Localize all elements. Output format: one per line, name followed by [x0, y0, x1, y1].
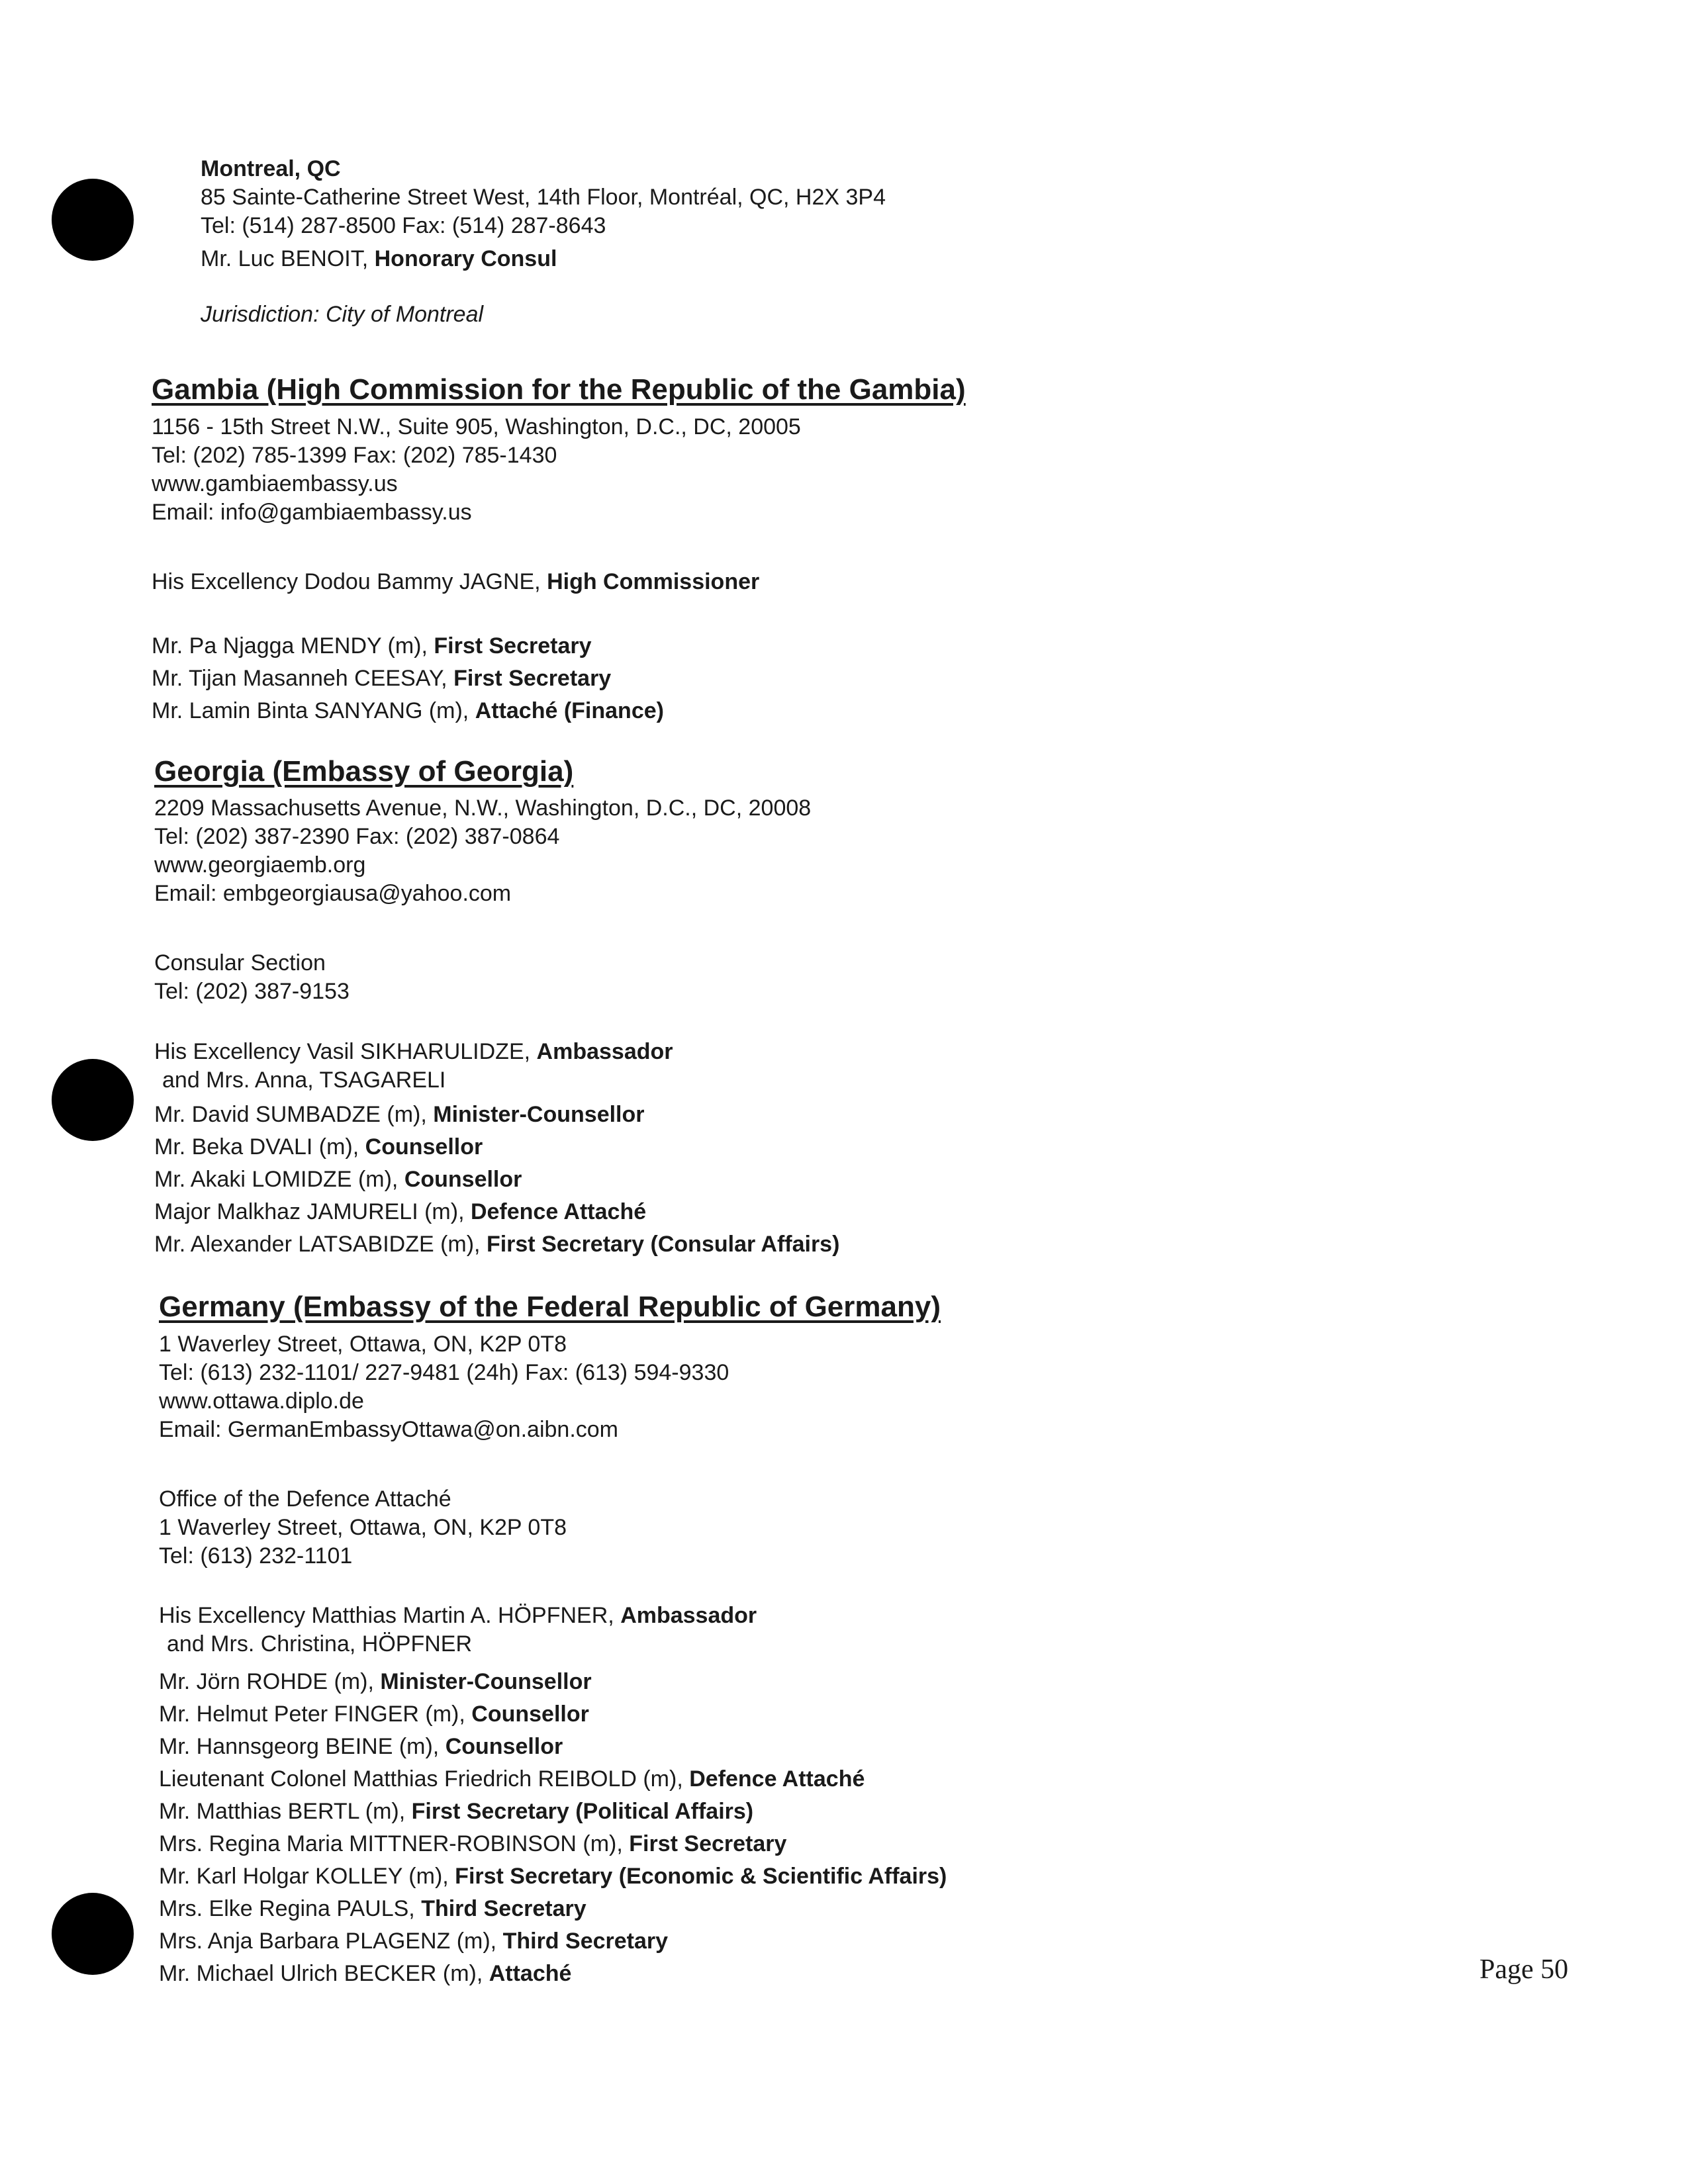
- montreal-title: Montreal, QC: [201, 156, 341, 181]
- germany-email: Email: GermanEmbassyOttawa@on.aibn.com: [159, 1417, 618, 1442]
- head-name: His Excellency Matthias Martin A. HÖPFNER,: [159, 1603, 621, 1628]
- staff-name: Mr. Karl Holgar KOLLEY (m),: [159, 1864, 455, 1889]
- staff-title: Third Secretary: [502, 1929, 669, 1954]
- montreal-address: 85 Sainte-Catherine Street West, 14th Floor, Montréal, QC, H2X 3P4: [201, 185, 886, 210]
- montreal-contact: [201, 240, 886, 278]
- consular-section-phone: Tel: (202) 387-9153: [154, 979, 350, 1004]
- germany-heading: Germany (Embassy of the Federal Republic of Germany): [159, 1291, 941, 1323]
- staff-title: First Secretary (Political Affairs): [411, 1799, 754, 1824]
- head-spouse: and Mrs. Anna, TSAGARELI: [162, 1068, 446, 1093]
- staff-title: Third Secretary: [421, 1896, 586, 1921]
- staff-title: First Secretary: [434, 633, 592, 659]
- montreal-consulate-block: [201, 155, 886, 329]
- gambia-address: 1156 - 15th Street N.W., Suite 905, Washington, D.C., DC, 20005: [152, 414, 801, 439]
- gambia-email: Email: info@gambiaembassy.us: [152, 500, 472, 525]
- staff-row: [152, 697, 664, 729]
- montreal-jurisdiction: Jurisdiction: City of Montreal: [201, 302, 484, 327]
- defence-office-address: 1 Waverley Street, Ottawa, ON, K2P 0T8: [159, 1515, 567, 1540]
- staff-row: [154, 1198, 839, 1230]
- gambia-website: www.gambiaembassy.us: [152, 471, 398, 496]
- contact-name: Mr. Luc BENOIT,: [201, 246, 375, 271]
- germany-address: 1 Waverley Street, Ottawa, ON, K2P 0T8: [159, 1332, 567, 1357]
- staff-row: [154, 1230, 839, 1263]
- head-name: His Excellency Vasil SIKHARULIDZE,: [154, 1039, 537, 1064]
- staff-row: [159, 1797, 947, 1830]
- gambia-staff-list: [152, 632, 664, 729]
- staff-title: Minister-Counsellor: [433, 1102, 645, 1127]
- staff-title: First Secretary (Consular Affairs): [486, 1232, 840, 1257]
- georgia-staff-list: [154, 1101, 839, 1263]
- staff-name: Lieutenant Colonel Matthias Friedrich REIBOLD (m),: [159, 1766, 690, 1792]
- staff-name: Mr. Akaki LOMIDZE (m),: [154, 1167, 404, 1192]
- staff-title: First Secretary: [453, 666, 612, 691]
- montreal-phone: Tel: (514) 287-8500 Fax: (514) 287-8643: [201, 213, 606, 238]
- staff-name: Mrs. Elke Regina PAULS,: [159, 1896, 422, 1921]
- staff-row: [152, 664, 664, 697]
- staff-title: Defence Attaché: [470, 1199, 647, 1224]
- germany-head-of-mission: [159, 1602, 757, 1659]
- staff-row: [154, 1165, 839, 1198]
- contact-title: Honorary Consul: [374, 246, 557, 271]
- gambia-contact-block: [152, 413, 801, 527]
- staff-name: Mr. David SUMBADZE (m),: [154, 1102, 434, 1127]
- head-spouse: and Mrs. Christina, HÖPFNER: [167, 1631, 472, 1657]
- georgia-heading: Georgia (Embassy of Georgia): [154, 755, 574, 788]
- gambia-head-of-mission: [152, 568, 759, 596]
- georgia-website: www.georgiaemb.org: [154, 852, 366, 878]
- staff-title: Counsellor: [471, 1702, 589, 1727]
- staff-row: [159, 1895, 947, 1927]
- punch-hole: [52, 179, 134, 261]
- staff-title: Attaché: [489, 1961, 572, 1986]
- page-number: Page 50: [1479, 1954, 1569, 1985]
- staff-title: Counsellor: [365, 1134, 483, 1160]
- staff-title: Defence Attaché: [689, 1766, 865, 1792]
- germany-website: www.ottawa.diplo.de: [159, 1388, 364, 1414]
- staff-title: First Secretary (Economic & Scientific Affairs): [455, 1864, 947, 1889]
- staff-title: Counsellor: [404, 1167, 522, 1192]
- defence-office-phone: Tel: (613) 232-1101: [159, 1543, 353, 1569]
- staff-row: [154, 1133, 839, 1165]
- staff-row: [159, 1668, 947, 1700]
- germany-phone: Tel: (613) 232-1101/ 227-9481 (24h) Fax: (613) 594-9330: [159, 1360, 729, 1385]
- staff-row: [159, 1765, 947, 1797]
- consular-section-title: Consular Section: [154, 950, 326, 976]
- staff-name: Mr. Pa Njagga MENDY (m),: [152, 633, 434, 659]
- staff-row: [159, 1862, 947, 1895]
- staff-name: Mr. Michael Ulrich BECKER (m),: [159, 1961, 489, 1986]
- staff-row: [159, 1733, 947, 1765]
- staff-row: [159, 1960, 947, 1992]
- georgia-consular-section: [154, 949, 350, 1006]
- head-title: Ambassador: [620, 1603, 757, 1628]
- georgia-contact-block: [154, 794, 811, 908]
- staff-row: [159, 1927, 947, 1960]
- staff-name: Mr. Helmut Peter FINGER (m),: [159, 1702, 472, 1727]
- punch-hole: [52, 1893, 134, 1975]
- staff-name: Major Malkhaz JAMURELI (m),: [154, 1199, 471, 1224]
- gambia-phone: Tel: (202) 785-1399 Fax: (202) 785-1430: [152, 443, 557, 468]
- head-name: His Excellency Dodou Bammy JAGNE,: [152, 569, 547, 594]
- staff-title: Counsellor: [445, 1734, 563, 1759]
- georgia-phone: Tel: (202) 387-2390 Fax: (202) 387-0864: [154, 824, 560, 849]
- staff-name: Mr. Jörn ROHDE (m),: [159, 1669, 381, 1694]
- staff-row: [159, 1830, 947, 1862]
- head-title: High Commissioner: [547, 569, 760, 594]
- defence-office-title: Office of the Defence Attaché: [159, 1486, 451, 1512]
- germany-staff-list: [159, 1668, 947, 1992]
- staff-title: Attaché (Finance): [475, 698, 664, 723]
- staff-name: Mr. Matthias BERTL (m),: [159, 1799, 412, 1824]
- punch-hole: [52, 1059, 134, 1141]
- staff-name: Mr. Lamin Binta SANYANG (m),: [152, 698, 475, 723]
- staff-name: Mr. Beka DVALI (m),: [154, 1134, 365, 1160]
- staff-name: Mr. Hannsgeorg BEINE (m),: [159, 1734, 445, 1759]
- staff-row: [152, 632, 664, 664]
- georgia-address: 2209 Massachusetts Avenue, N.W., Washington, D.C., DC, 20008: [154, 796, 812, 821]
- staff-row: [159, 1700, 947, 1733]
- germany-contact-block: [159, 1330, 729, 1444]
- staff-name: Mrs. Regina Maria MITTNER-ROBINSON (m),: [159, 1831, 630, 1856]
- georgia-head-of-mission: [154, 1038, 673, 1095]
- staff-row: [154, 1101, 839, 1133]
- staff-title: First Secretary: [629, 1831, 787, 1856]
- staff-name: Mr. Tijan Masanneh CEESAY,: [152, 666, 454, 691]
- georgia-email: Email: embgeorgiausa@yahoo.com: [154, 881, 512, 906]
- staff-title: Minister-Counsellor: [380, 1669, 592, 1694]
- staff-name: Mr. Alexander LATSABIDZE (m),: [154, 1232, 487, 1257]
- gambia-heading: Gambia (High Commission for the Republic of the Gambia): [152, 373, 966, 406]
- staff-name: Mrs. Anja Barbara PLAGENZ (m),: [159, 1929, 503, 1954]
- head-title: Ambassador: [536, 1039, 673, 1064]
- germany-defence-attache-office: [159, 1485, 567, 1570]
